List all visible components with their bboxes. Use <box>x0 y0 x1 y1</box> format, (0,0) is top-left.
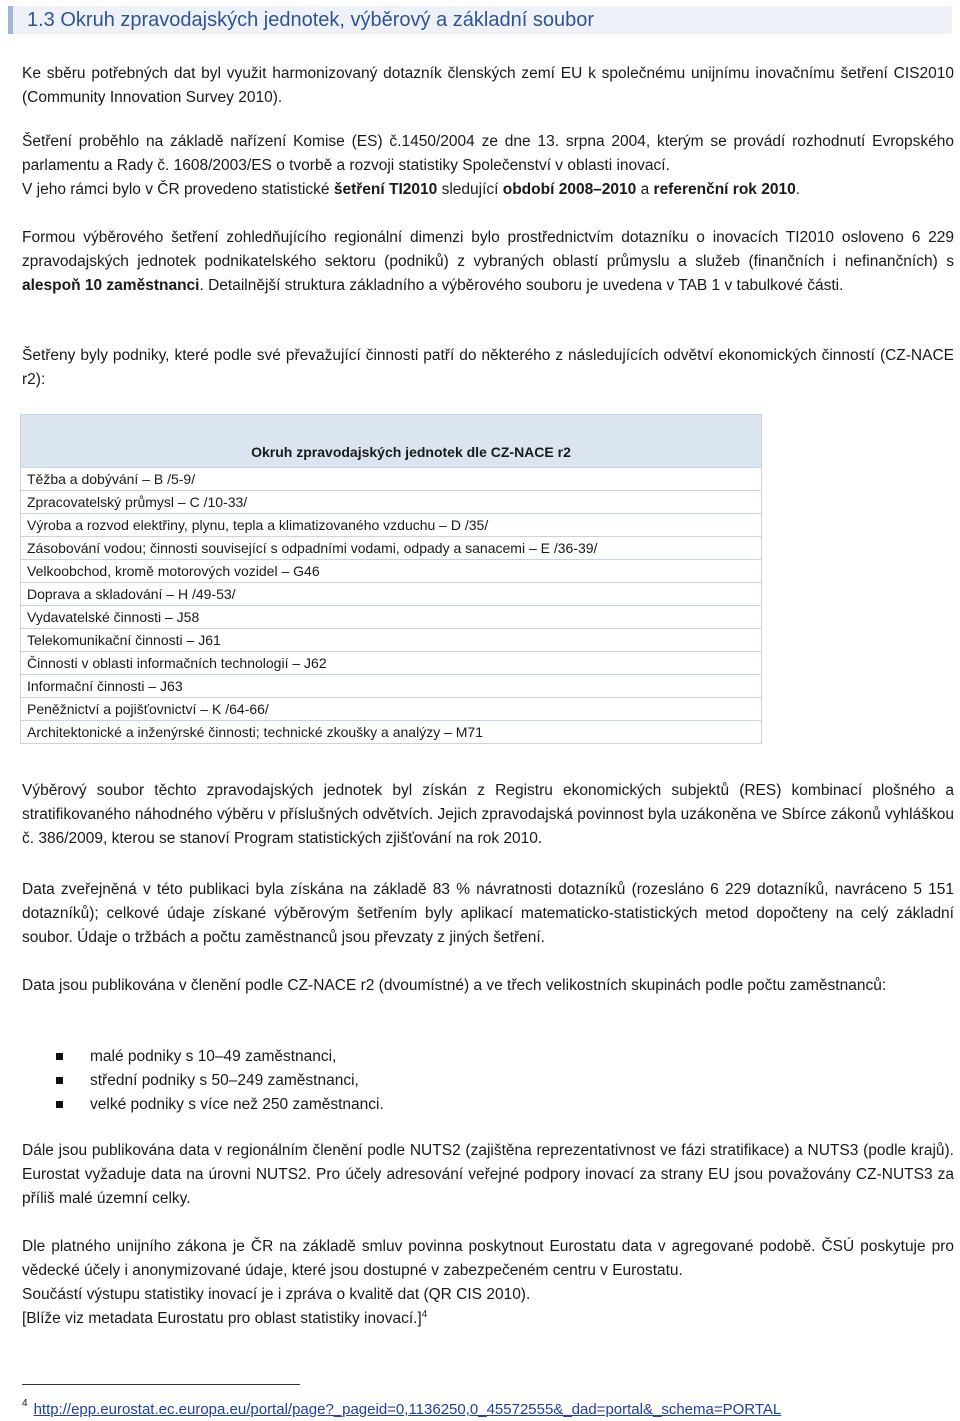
list-item <box>52 1069 384 1093</box>
table-row: Architektonické a inženýrské činnosti; technické zkoušky a analýzy – M71 <box>21 721 762 744</box>
table-row: Informační činnosti – J63 <box>21 675 762 698</box>
table-row: Zpracovatelský průmysl – C /10-33/ <box>21 491 762 514</box>
paragraph-intro: Ke sběru potřebných dat byl využit harmonizovaný dotazník členských zemí EU k společnému unijnímu inovačnímu šetření CIS2010 (Community Innovation Survey 2010). <box>22 65 954 106</box>
paragraph-sample-frame: Výběrový soubor těchto zpravodajských jednotek byl získán z Registru ekonomických subjektů (RES) kombinací plošného a stratifikovaného náhodného výběru v příslušných odvětvích. Jejich zpravodajská povinnost byla uzákoněna ve Sbírce zákonů vyhláškou č. 386/2009, kterou se stanoví Program statistických zjišťování na rok 2010. <box>22 782 954 847</box>
footnote <box>22 1395 781 1421</box>
footnote-link[interactable]: http://epp.eurostat.ec.europa.eu/portal/page?_pageid=0,1136250,0_45572555&_dad=portal&_schema=PORTAL <box>33 1401 782 1418</box>
survey-name: šetření TI2010 <box>333 181 438 198</box>
regulation-text: Šetření proběhlo na základě nařízení Komise (ES) č.1450/2004 ze dne 13. srpna 2004, kterým se provádí rozhodnutí Evropského parlamentu a Rady č. 1608/2003/ES o tvorbě a rozvoji statistiky Společenství v oblasti inovací. <box>22 133 954 174</box>
list-item <box>52 1045 384 1069</box>
quality-report-text: Součástí výstupu statistiky inovací je i zpráva o kvalitě dat (QR CIS 2010). <box>22 1286 531 1303</box>
text-run: V jeho rámci bylo v ČR provedeno statistické <box>22 181 334 198</box>
metadata-text: [Blíže viz metadata Eurostatu pro oblast statistiky inovací.] <box>22 1310 422 1327</box>
survey-scope-line <box>22 178 954 202</box>
eurostat-text: Dle platného unijního zákona je ČR na základě smluv povinna poskytnout Eurostatu data v agregované podobě. ČSÚ poskytuje pro vědecké účely i anonymizované údaje, které jsou dostupné v zabezpečeném centru v Eurostatu. <box>22 1238 954 1279</box>
table-header <box>21 415 762 468</box>
table-row: Vydavatelské činnosti – J58 <box>21 606 762 629</box>
paragraph-regional: Dále jsou publikována data v regionálním členění podle NUTS2 (zajištěna reprezentativnost ve fázi stratifikace) a NUTS3 (podle krajů). Eurostat vyžaduje data na úrovni NUTS2. Pro účely adresování veřejné podpory inovací za strany EU jsou považovány CZ-NUTS3 za příliš malé územní celky. <box>22 1142 954 1207</box>
reference-year: referenční rok 2010 <box>653 181 796 198</box>
survey-period: období 2008–2010 <box>502 181 637 198</box>
list-item-text: velké podniky s více než 250 zaměstnanci. <box>90 1096 384 1113</box>
paragraph-eurostat <box>22 1235 954 1331</box>
table-row: Doprava a skladování – H /49-53/ <box>21 583 762 606</box>
table-row: Činnosti v oblasti informačních technologií – J62 <box>21 652 762 675</box>
text-run: Formou výběrového šetření zohledňujícího regionální dimenzi bylo prostřednictvím dotazníku o inovacích TI2010 osloveno 6 229 zpravodajských jednotek podnikatelského sektoru (podniků) z vybraných oblastí průmyslu a služeb (finančních i nefinančních) s <box>22 229 954 270</box>
list-item-text: malé podniky s 10–49 zaměstnanci, <box>90 1048 337 1065</box>
table-row: Výroba a rozvod elektřiny, plynu, tepla a klimatizovaného vzduchu – D /35/ <box>21 514 762 537</box>
list-item-text: střední podniky s 50–249 zaměstnanci, <box>90 1072 359 1089</box>
paragraph-regulation <box>22 130 954 202</box>
table-row: Telekomunikační činnosti – J61 <box>21 629 762 652</box>
text-run: . Detailnější struktura základního a výběrového souboru je uvedena v TAB 1 v tabulkové části. <box>199 277 844 294</box>
paragraph-sample <box>22 226 954 298</box>
employee-threshold: alespoň 10 zaměstnanci <box>22 277 200 294</box>
table-row: Těžba a dobývání – B /5-9/ <box>21 468 762 491</box>
footnote-marker: 4 <box>22 1398 28 1409</box>
table-header-label: Okruh zpravodajských jednotek dle CZ-NACE r2 <box>251 444 571 460</box>
table-row: Zásobování vodou; činnosti související s odpadními vodami, odpady a sanacemi – E /36-39/ <box>21 537 762 560</box>
section-heading: 1.3 Okruh zpravodajských jednotek, výběrový a základní soubor <box>8 6 952 34</box>
text-run: . <box>795 181 801 198</box>
bullet-icon <box>56 1077 63 1084</box>
table-row: Velkoobchod, kromě motorových vozidel – G46 <box>21 560 762 583</box>
footnote-ref[interactable]: 4 <box>421 1309 428 1320</box>
bullet-icon <box>56 1101 63 1108</box>
table-row: Peněžnictví a pojišťovnictví – K /64-66/ <box>21 698 762 721</box>
nace-table <box>20 414 762 744</box>
paragraph-response-rate: Data zveřejněná v této publikaci byla získána na základě 83 % návratnosti dotazníků (rozesláno 6 229 dotazníků, navráceno 5 151 dotazníků); celkové údaje získané výběrovým šetřením byly aplikací matematicko-statistických metod dopočteny na celý základní soubor. Údaje o tržbách a počtu zaměstnanců jsou převzaty z jiných šetření. <box>22 881 954 946</box>
list-item <box>52 1093 384 1117</box>
footnote-divider <box>22 1384 300 1385</box>
text-run: a <box>636 181 654 198</box>
text-run: sledující <box>437 181 503 198</box>
size-group-list <box>52 1045 384 1117</box>
paragraph-size-groups: Data jsou publikována v členění podle CZ-NACE r2 (dvoumístné) a ve třech velikostních skupinách podle počtu zaměstnanců: <box>22 977 887 994</box>
paragraph-industries: Šetřeny byly podniky, které podle své převažující činnosti patří do některého z následujících odvětví ekonomických činností (CZ-NACE r2): <box>22 347 954 388</box>
metadata-reference <box>22 1307 954 1331</box>
bullet-icon <box>56 1053 63 1060</box>
